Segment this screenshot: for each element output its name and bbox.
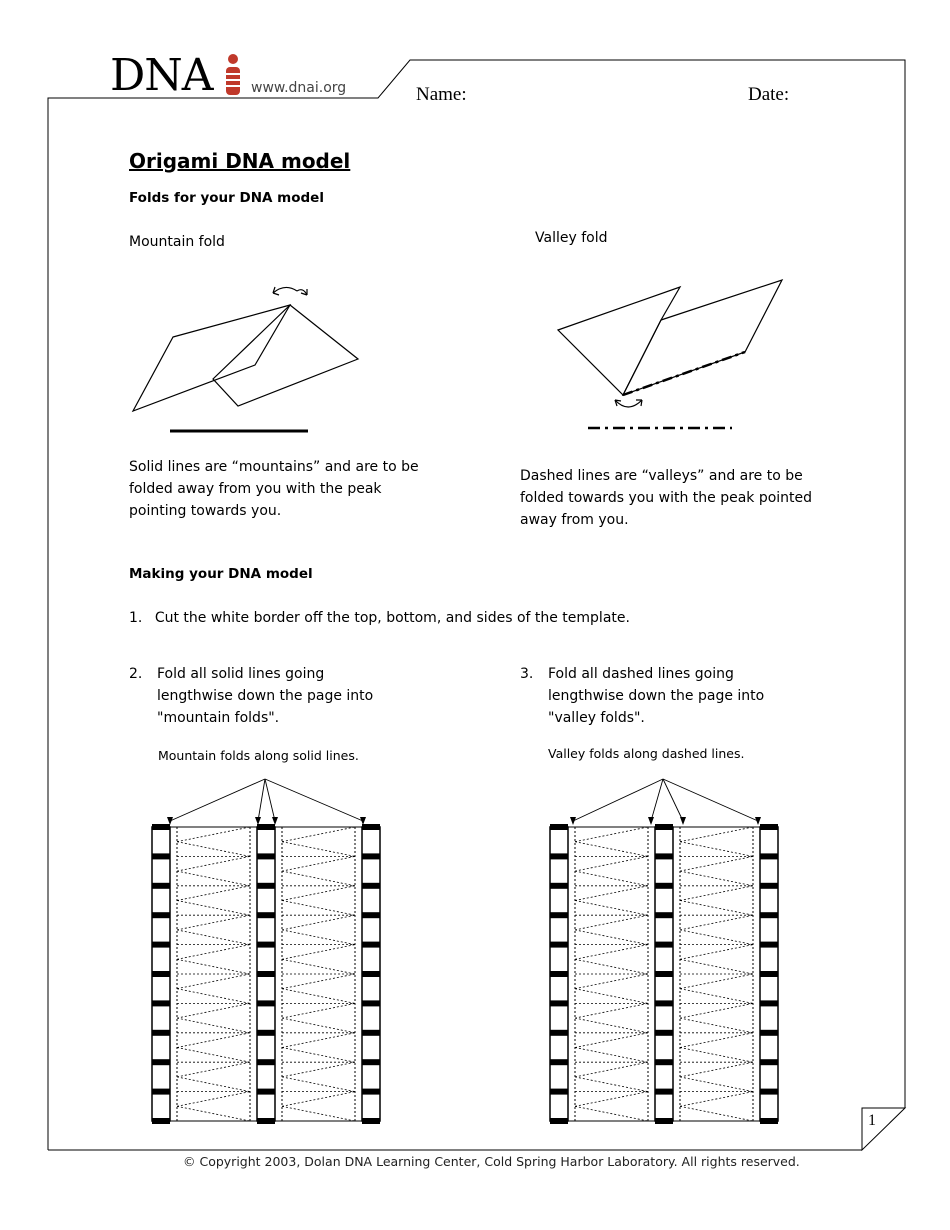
diagonal-line — [680, 1106, 753, 1121]
diagonal-line — [177, 989, 250, 1004]
diagonal-line — [282, 901, 355, 916]
diagonal-line — [680, 959, 753, 974]
backbone-segment — [362, 1030, 380, 1036]
diagonal-line — [575, 1033, 648, 1048]
backbone-segment — [655, 1059, 673, 1065]
diagonal-line — [575, 1018, 648, 1033]
backbone-segment — [152, 1089, 170, 1095]
backbone-segment — [152, 1059, 170, 1065]
diagonal-line — [177, 1062, 250, 1077]
diagonal-line — [177, 1003, 250, 1018]
diagonal-line — [575, 827, 648, 842]
backbone-segment — [152, 1030, 170, 1036]
backbone-segment — [655, 853, 673, 859]
arrow-head — [570, 817, 576, 825]
diagonal-line — [680, 989, 753, 1004]
diagonal-line — [575, 901, 648, 916]
diagonal-line — [282, 1092, 355, 1107]
diagonal-line — [575, 1048, 648, 1063]
valley-description: Dashed lines are “valleys” and are to be folded towards you with the peak pointed away from you. — [520, 468, 813, 528]
backbone-segment — [655, 883, 673, 889]
diagonal-line — [680, 1033, 753, 1048]
backbone-segment — [655, 824, 673, 830]
diagonal-line — [177, 1048, 250, 1063]
backbone-segment — [257, 883, 275, 889]
diagonal-line — [177, 901, 250, 916]
diagonal-line — [680, 945, 753, 960]
valley-fold-label: Valley fold — [535, 230, 608, 246]
backbone-segment — [760, 942, 778, 948]
site-url: www.dnai.org — [251, 80, 347, 96]
diagonal-line — [282, 1033, 355, 1048]
backbone-segment — [257, 1118, 275, 1124]
diagonal-line — [680, 1003, 753, 1018]
diagonal-line — [282, 1048, 355, 1063]
diagonal-line — [282, 930, 355, 945]
diagonal-line — [680, 1018, 753, 1033]
diagonal-line — [282, 1018, 355, 1033]
step-1 — [129, 607, 769, 629]
backbone-segment — [550, 912, 568, 918]
diagonal-line — [575, 974, 648, 989]
arrow-head — [680, 817, 686, 825]
diagonal-line — [575, 842, 648, 857]
step-1-text: Cut the white border off the top, bottom, and sides of the template. — [154, 610, 630, 626]
backbone-segment — [550, 1089, 568, 1095]
backbone-segment — [760, 883, 778, 889]
backbone-segment — [362, 1000, 380, 1006]
arrow-head — [272, 817, 278, 825]
diagonal-line — [282, 1106, 355, 1121]
backbone-segment — [655, 942, 673, 948]
pointer-arrow — [258, 779, 265, 821]
backbone-segment — [760, 971, 778, 977]
backbone-segment — [152, 824, 170, 830]
pointer-arrow — [170, 779, 265, 821]
diagonal-line — [177, 871, 250, 886]
backbone-segment — [760, 1030, 778, 1036]
backbone-segment — [152, 912, 170, 918]
diagonal-line — [177, 930, 250, 945]
diagonal-line — [680, 901, 753, 916]
diagonal-line — [680, 1077, 753, 1092]
diagonal-line — [575, 856, 648, 871]
diagonal-line — [575, 1003, 648, 1018]
diagonal-line — [282, 886, 355, 901]
diagonal-line — [177, 1106, 250, 1121]
backbone-segment — [550, 1118, 568, 1124]
diagonal-line — [177, 827, 250, 842]
backbone-segment — [362, 883, 380, 889]
diagonal-line — [282, 871, 355, 886]
name-label: Name: — [416, 84, 467, 105]
diagonal-line — [575, 930, 648, 945]
backbone-segment — [550, 883, 568, 889]
diagonal-line — [575, 1077, 648, 1092]
backbone-segment — [655, 1089, 673, 1095]
valley-fold-diagram — [550, 272, 790, 437]
backbone-segment — [152, 942, 170, 948]
backbone-segment — [550, 853, 568, 859]
diagonal-line — [680, 974, 753, 989]
diagonal-line — [282, 974, 355, 989]
diagonal-line — [282, 1062, 355, 1077]
backbone-segment — [257, 942, 275, 948]
backbone-segment — [362, 1059, 380, 1065]
step-2-number: 2. — [129, 666, 143, 682]
diagonal-line — [282, 827, 355, 842]
valley-template-diagram — [543, 775, 788, 1125]
backbone-segment — [655, 971, 673, 977]
mountain-fold-diagram — [125, 275, 370, 440]
diagonal-line — [282, 989, 355, 1004]
diagonal-line — [177, 856, 250, 871]
page-title: Origami DNA model — [129, 149, 351, 173]
diagonal-line — [680, 827, 753, 842]
backbone-segment — [362, 824, 380, 830]
diagonal-line — [680, 1048, 753, 1063]
backbone-segment — [760, 824, 778, 830]
pointer-arrow — [663, 779, 758, 821]
step-3-number: 3. — [520, 666, 534, 682]
diagonal-line — [282, 915, 355, 930]
diagonal-line — [680, 856, 753, 871]
diagonal-line — [680, 1062, 753, 1077]
backbone-segment — [152, 971, 170, 977]
dna-logo: DNA — [110, 50, 213, 101]
arrow-head — [255, 817, 261, 825]
diagonal-line — [282, 959, 355, 974]
step-3-text: Fold all dashed lines going lengthwise down the page into "valley folds". — [548, 666, 765, 726]
backbone-segment — [362, 971, 380, 977]
backbone-segment — [550, 1030, 568, 1036]
backbone-segment — [760, 1118, 778, 1124]
backbone-segment — [760, 853, 778, 859]
diagonal-line — [680, 930, 753, 945]
step-2-text: Fold all solid lines going lengthwise down the page into "mountain folds". — [157, 666, 374, 726]
copyright-notice: © Copyright 2003, Dolan DNA Learning Center, Cold Spring Harbor Laboratory. All rights reserved. — [183, 1154, 800, 1169]
backbone-segment — [152, 883, 170, 889]
diagonal-line — [177, 1077, 250, 1092]
pointer-arrow — [651, 779, 663, 821]
backbone-segment — [257, 971, 275, 977]
backbone-segment — [760, 1000, 778, 1006]
diagonal-line — [575, 871, 648, 886]
diagonal-line — [575, 915, 648, 930]
pointer-arrow — [573, 779, 663, 821]
diagonal-line — [177, 886, 250, 901]
diagonal-line — [282, 945, 355, 960]
backbone-segment — [550, 1000, 568, 1006]
backbone-segment — [550, 942, 568, 948]
backbone-segment — [760, 1089, 778, 1095]
diagonal-line — [575, 959, 648, 974]
diagonal-line — [282, 842, 355, 857]
diagonal-line — [680, 871, 753, 886]
backbone-segment — [655, 1118, 673, 1124]
date-label: Date: — [748, 84, 790, 105]
pointer-arrow — [265, 779, 275, 821]
pointer-arrow — [265, 779, 363, 821]
backbone-segment — [257, 824, 275, 830]
diagonal-line — [177, 974, 250, 989]
diagonal-line — [680, 842, 753, 857]
arrow-head — [648, 817, 654, 825]
backbone-segment — [550, 824, 568, 830]
backbone-segment — [257, 1030, 275, 1036]
diagonal-line — [575, 886, 648, 901]
diagonal-line — [282, 1003, 355, 1018]
diagonal-line — [177, 1092, 250, 1107]
step-3-caption: Valley folds along dashed lines. — [548, 746, 745, 761]
backbone-segment — [152, 1000, 170, 1006]
diagonal-line — [680, 1092, 753, 1107]
mountain-description: Solid lines are “mountains” and are to be folded away from you with the peak pointing towards you. — [129, 459, 419, 519]
diagonal-line — [177, 915, 250, 930]
backbone-segment — [257, 1059, 275, 1065]
backbone-segment — [760, 912, 778, 918]
backbone-segment — [655, 1000, 673, 1006]
diagonal-line — [282, 1077, 355, 1092]
step-2-caption: Mountain folds along solid lines. — [158, 748, 359, 763]
backbone-segment — [362, 1089, 380, 1095]
backbone-segment — [362, 853, 380, 859]
backbone-segment — [257, 853, 275, 859]
mountain-template-diagram — [145, 775, 390, 1125]
backbone-segment — [257, 1000, 275, 1006]
diagonal-line — [575, 989, 648, 1004]
arrow-head — [167, 817, 173, 825]
making-heading: Making your DNA model — [129, 566, 313, 582]
backbone-segment — [152, 1118, 170, 1124]
arrow-head — [360, 817, 366, 825]
page-number: 1 — [868, 1112, 876, 1129]
step-2 — [129, 663, 379, 729]
backbone-segment — [362, 942, 380, 948]
backbone-segment — [362, 912, 380, 918]
backbone-segment — [257, 1089, 275, 1095]
pointer-arrow — [663, 779, 683, 821]
step-3 — [520, 663, 770, 729]
backbone-segment — [152, 853, 170, 859]
backbone-segment — [362, 1118, 380, 1124]
diagonal-line — [680, 886, 753, 901]
diagonal-line — [575, 1062, 648, 1077]
backbone-segment — [760, 1059, 778, 1065]
diagonal-line — [575, 1092, 648, 1107]
diagonal-line — [177, 1018, 250, 1033]
dnai-logo-mark — [223, 52, 243, 98]
arrow-head — [755, 817, 761, 825]
diagonal-line — [680, 915, 753, 930]
backbone-segment — [257, 912, 275, 918]
diagonal-line — [177, 1033, 250, 1048]
backbone-segment — [655, 912, 673, 918]
diagonal-line — [575, 1106, 648, 1121]
diagonal-line — [177, 945, 250, 960]
step-1-number: 1. — [129, 610, 143, 626]
backbone-segment — [655, 1030, 673, 1036]
diagonal-line — [575, 945, 648, 960]
backbone-segment — [550, 971, 568, 977]
diagonal-line — [177, 959, 250, 974]
diagonal-line — [177, 842, 250, 857]
diagonal-line — [282, 856, 355, 871]
mountain-fold-label: Mountain fold — [129, 234, 225, 250]
backbone-segment — [550, 1059, 568, 1065]
folds-heading: Folds for your DNA model — [129, 190, 324, 206]
